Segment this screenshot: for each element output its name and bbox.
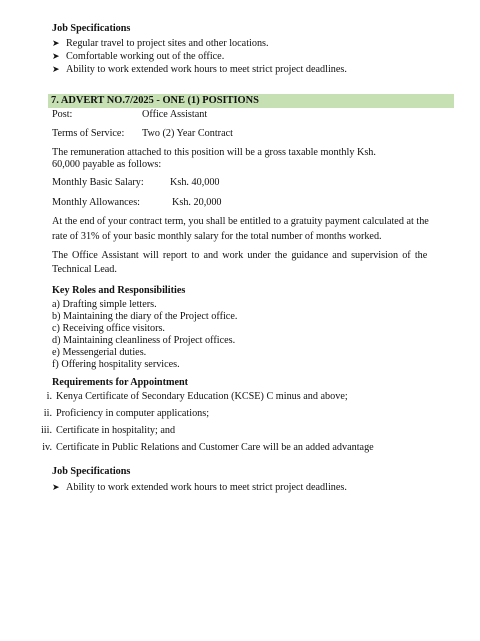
report-text-cont: Technical Lead.	[52, 264, 117, 275]
post-label: Post:	[52, 109, 73, 120]
list-item-text: Certificate in Public Relations and Customer Care will be an added advantage	[56, 442, 374, 453]
list-number: ii.	[43, 408, 52, 419]
list-item	[36, 391, 348, 402]
arrow-bullet-icon: ➤	[52, 51, 60, 61]
terms-label: Terms of Service:	[52, 128, 125, 139]
list-item: d) Maintaining cleanliness of Project offices.	[52, 335, 236, 346]
list-item	[52, 38, 269, 49]
list-item-text: Ability to work extended work hours to meet strict project deadlines.	[66, 482, 347, 493]
list-item: a) Drafting simple letters.	[52, 299, 157, 310]
list-item	[36, 425, 175, 436]
allowance-value: Ksh. 20,000	[172, 197, 222, 208]
list-item	[52, 51, 224, 62]
list-item-text: Regular travel to project sites and other locations.	[66, 38, 269, 49]
report-text: The Office Assistant will report to and work under the guidance and supervision of the	[52, 250, 428, 261]
list-item: c) Receiving office visitors.	[52, 323, 165, 334]
list-item	[36, 442, 374, 453]
arrow-bullet-icon: ➤	[52, 64, 60, 74]
salary-label: Monthly Basic Salary:	[52, 177, 144, 188]
gratuity-text-cont: rate of 31% of your basic monthly salary for the total number of months worked.	[52, 231, 382, 242]
list-item: f) Offering hospitality services.	[52, 359, 180, 370]
list-item	[36, 408, 209, 419]
list-item-text: Comfortable working out of the office.	[66, 51, 225, 62]
remuneration-text-cont: 60,000 payable as follows:	[52, 159, 162, 170]
arrow-bullet-icon: ➤	[52, 482, 60, 492]
list-item-text: Proficiency in computer applications;	[56, 408, 210, 419]
list-item-text: Certificate in hospitality; and	[56, 425, 176, 436]
list-item: b) Maintaining the diary of the Project office.	[52, 311, 238, 322]
list-item	[52, 64, 347, 75]
allowance-label: Monthly Allowances:	[52, 197, 141, 208]
list-item-text: Kenya Certificate of Secondary Education (KCSE) C minus and above;	[56, 391, 348, 402]
job-specifications-heading: Job Specifications	[52, 23, 131, 34]
arrow-bullet-icon: ➤	[52, 38, 60, 48]
list-item: e) Messengerial duties.	[52, 347, 147, 358]
list-number: iv.	[42, 442, 52, 453]
post-value: Office Assistant	[142, 109, 208, 120]
advert-title-bar	[48, 94, 454, 108]
list-number: i.	[46, 391, 52, 402]
list-item-text: Ability to work extended work hours to meet strict project deadlines.	[66, 64, 347, 75]
gratuity-text: At the end of your contract term, you shall be entitled to a gratuity payment calculated at the	[52, 216, 429, 227]
list-item	[52, 482, 347, 493]
advert-title: 7. ADVERT NO.7/2025 - ONE (1) POSITIONS	[51, 95, 259, 106]
job-specifications-heading: Job Specifications	[52, 466, 131, 477]
remuneration-text: The remuneration attached to this position will be a gross taxable monthly Ksh.	[52, 147, 376, 158]
key-roles-heading: Key Roles and Responsibilities	[52, 285, 186, 296]
list-number: iii.	[40, 425, 52, 436]
requirements-heading: Requirements for Appointment	[52, 377, 189, 388]
terms-value: Two (2) Year Contract	[142, 128, 233, 139]
salary-value: Ksh. 40,000	[170, 177, 220, 188]
